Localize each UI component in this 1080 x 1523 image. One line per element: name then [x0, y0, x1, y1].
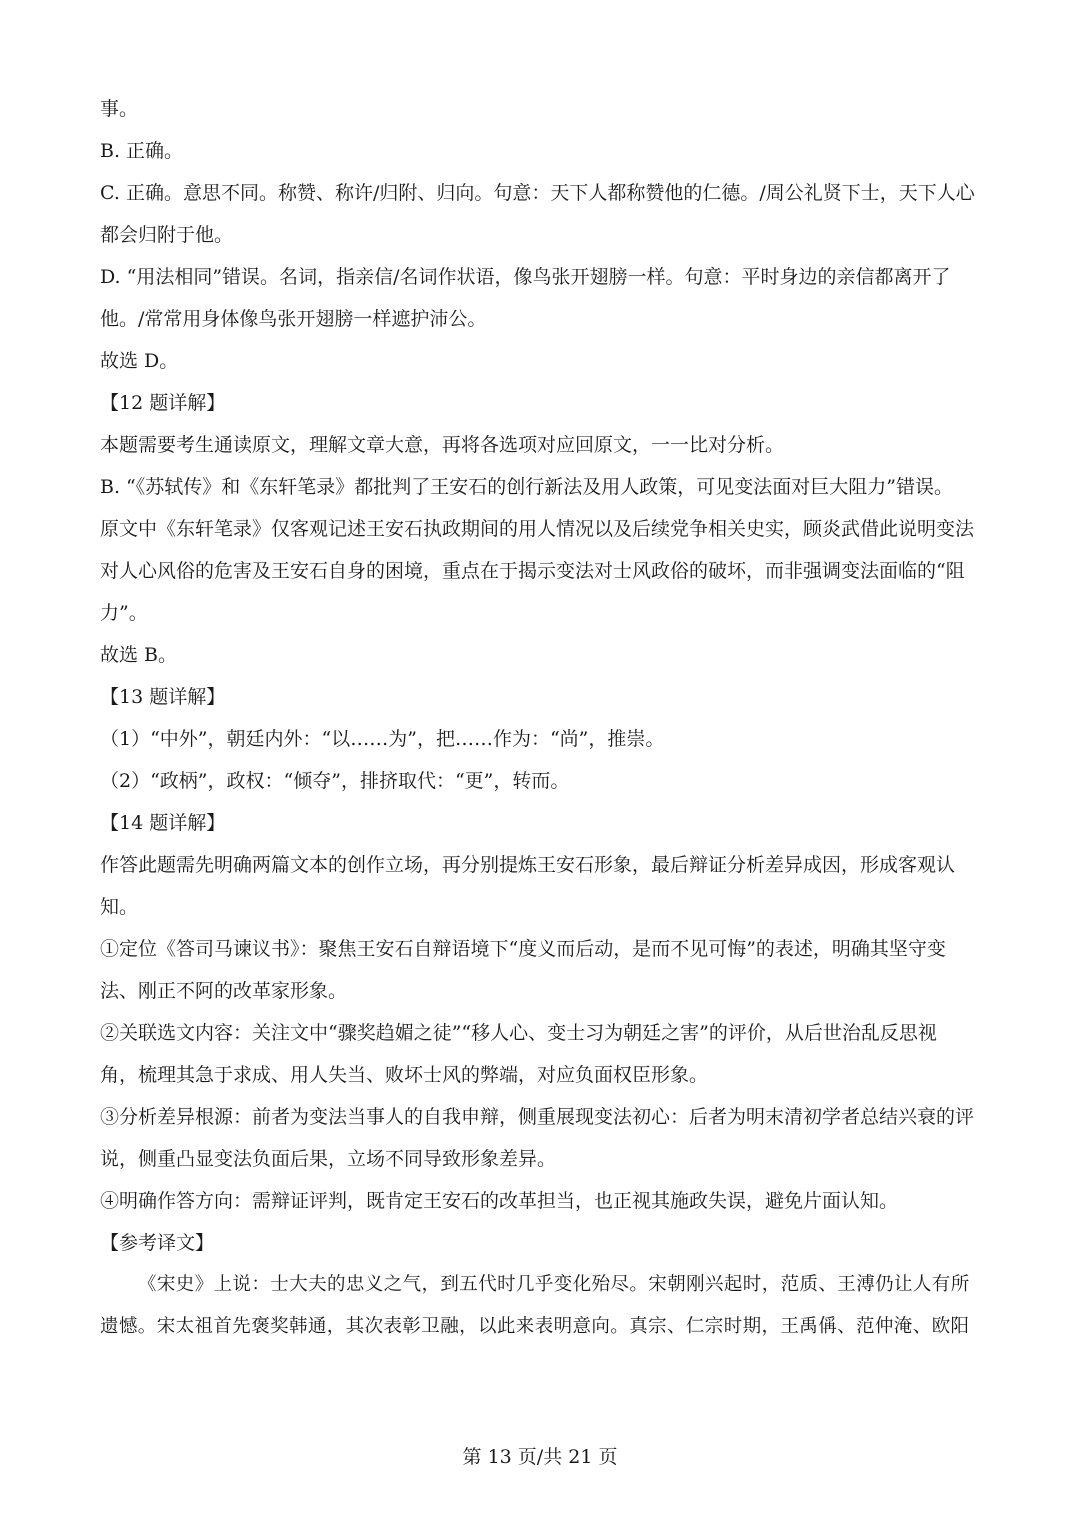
text-line: B. “《苏轼传》和《东轩笔录》都批判了王安石的创行新法及用人政策，可见变法面对巨大阻力”错误。 [100, 476, 953, 498]
text-line: 力”。 [100, 602, 148, 624]
text-line: 本题需要考生通读原文，理解文章大意，再将各选项对应回原文，一一比对分析。 [100, 434, 785, 456]
text-line: 原文中《东轩笔录》仅客观记述王安石执政期间的用人情况以及后续党争相关史实，顾炎武借此说明变法 [100, 518, 975, 540]
text-line: 事。 [100, 98, 139, 120]
text-line: 故选 B。 [100, 644, 178, 666]
text-line: 都会归附于他。 [100, 224, 234, 246]
text-line: 作答此题需先明确两篇文本的创作立场，再分别提炼王安石形象，最后辩证分析差异成因，形成客观认 [100, 854, 956, 876]
text-line: 法、刚正不阿的改革家形象。 [100, 980, 348, 1002]
section-heading-q12: 【12 题详解】 [100, 392, 226, 414]
text-line: B. 正确。 [100, 140, 184, 162]
text-line: D. “用法相同”错误。名词，指亲信/名词作状语，像鸟张开翅膀一样。句意：平时身边的亲信都离开了 [100, 266, 951, 288]
text-line: 说，侧重凸显变法负面后果，立场不同导致形象差异。 [100, 1148, 557, 1170]
section-heading-q13: 【13 题详解】 [100, 686, 226, 708]
translation-line: 《宋史》上说：士大夫的忠义之气，到五代时几乎变化殆尽。宋朝刚兴起时，范质、王溥仍让人有所 [138, 1274, 970, 1295]
section-heading-translation: 【参考译文】 [100, 1232, 215, 1254]
text-line: （2）“政柄”，政权：“倾夺”，排挤取代：“更”，转而。 [100, 770, 570, 792]
text-line: ④明确作答方向：需辩证评判，既肯定王安石的改革担当，也正视其施政失误，避免片面认知。 [100, 1190, 899, 1212]
translation-line: 遗憾。宋太祖首先褒奖韩通，其次表彰卫融，以此来表明意向。真宗、仁宗时期，王禹偁、范仲淹、欧阳 [100, 1316, 970, 1337]
text-line: （1）“中外”，朝廷内外：“以……为”，把……作为：“尚”，推崇。 [100, 728, 665, 750]
page-number-footer: 第 13 页/共 21 页 [462, 1446, 618, 1468]
text-line: 他。/常常用身体像鸟张开翅膀一样遮护沛公。 [100, 308, 487, 330]
document-body [100, 88, 990, 1348]
text-line: 知。 [100, 896, 139, 918]
text-line: ③分析差异根源：前者为变法当事人的自我申辩，侧重展现变法初心：后者为明末清初学者总结兴衰的评 [100, 1106, 975, 1128]
section-heading-q14: 【14 题详解】 [100, 812, 226, 834]
text-line: 对人心风俗的危害及王安石自身的困境，重点在于揭示变法对士风政俗的破坏，而非强调变法面临的“阻 [100, 560, 965, 582]
text-line: 故选 D。 [100, 350, 179, 372]
text-line: C. 正确。意思不同。称赞、称许/归附、归向。句意：天下人都称赞他的仁德。/周公礼贤下士，天下人心 [100, 182, 975, 204]
text-line: ①定位《答司马谏议书》：聚焦王安石自辩语境下“度义而后动，是而不见可悔”的表述，明确其坚守变 [100, 938, 946, 960]
text-line: 角，梳理其急于求成、用人失当、败坏士风的弊端，对应负面权臣形象。 [100, 1064, 709, 1086]
text-line: ②关联选文内容：关注文中“骤奖趋媚之徒”“移人心、变士习为朝廷之害”的评价，从后世治乱反思视 [100, 1022, 937, 1044]
